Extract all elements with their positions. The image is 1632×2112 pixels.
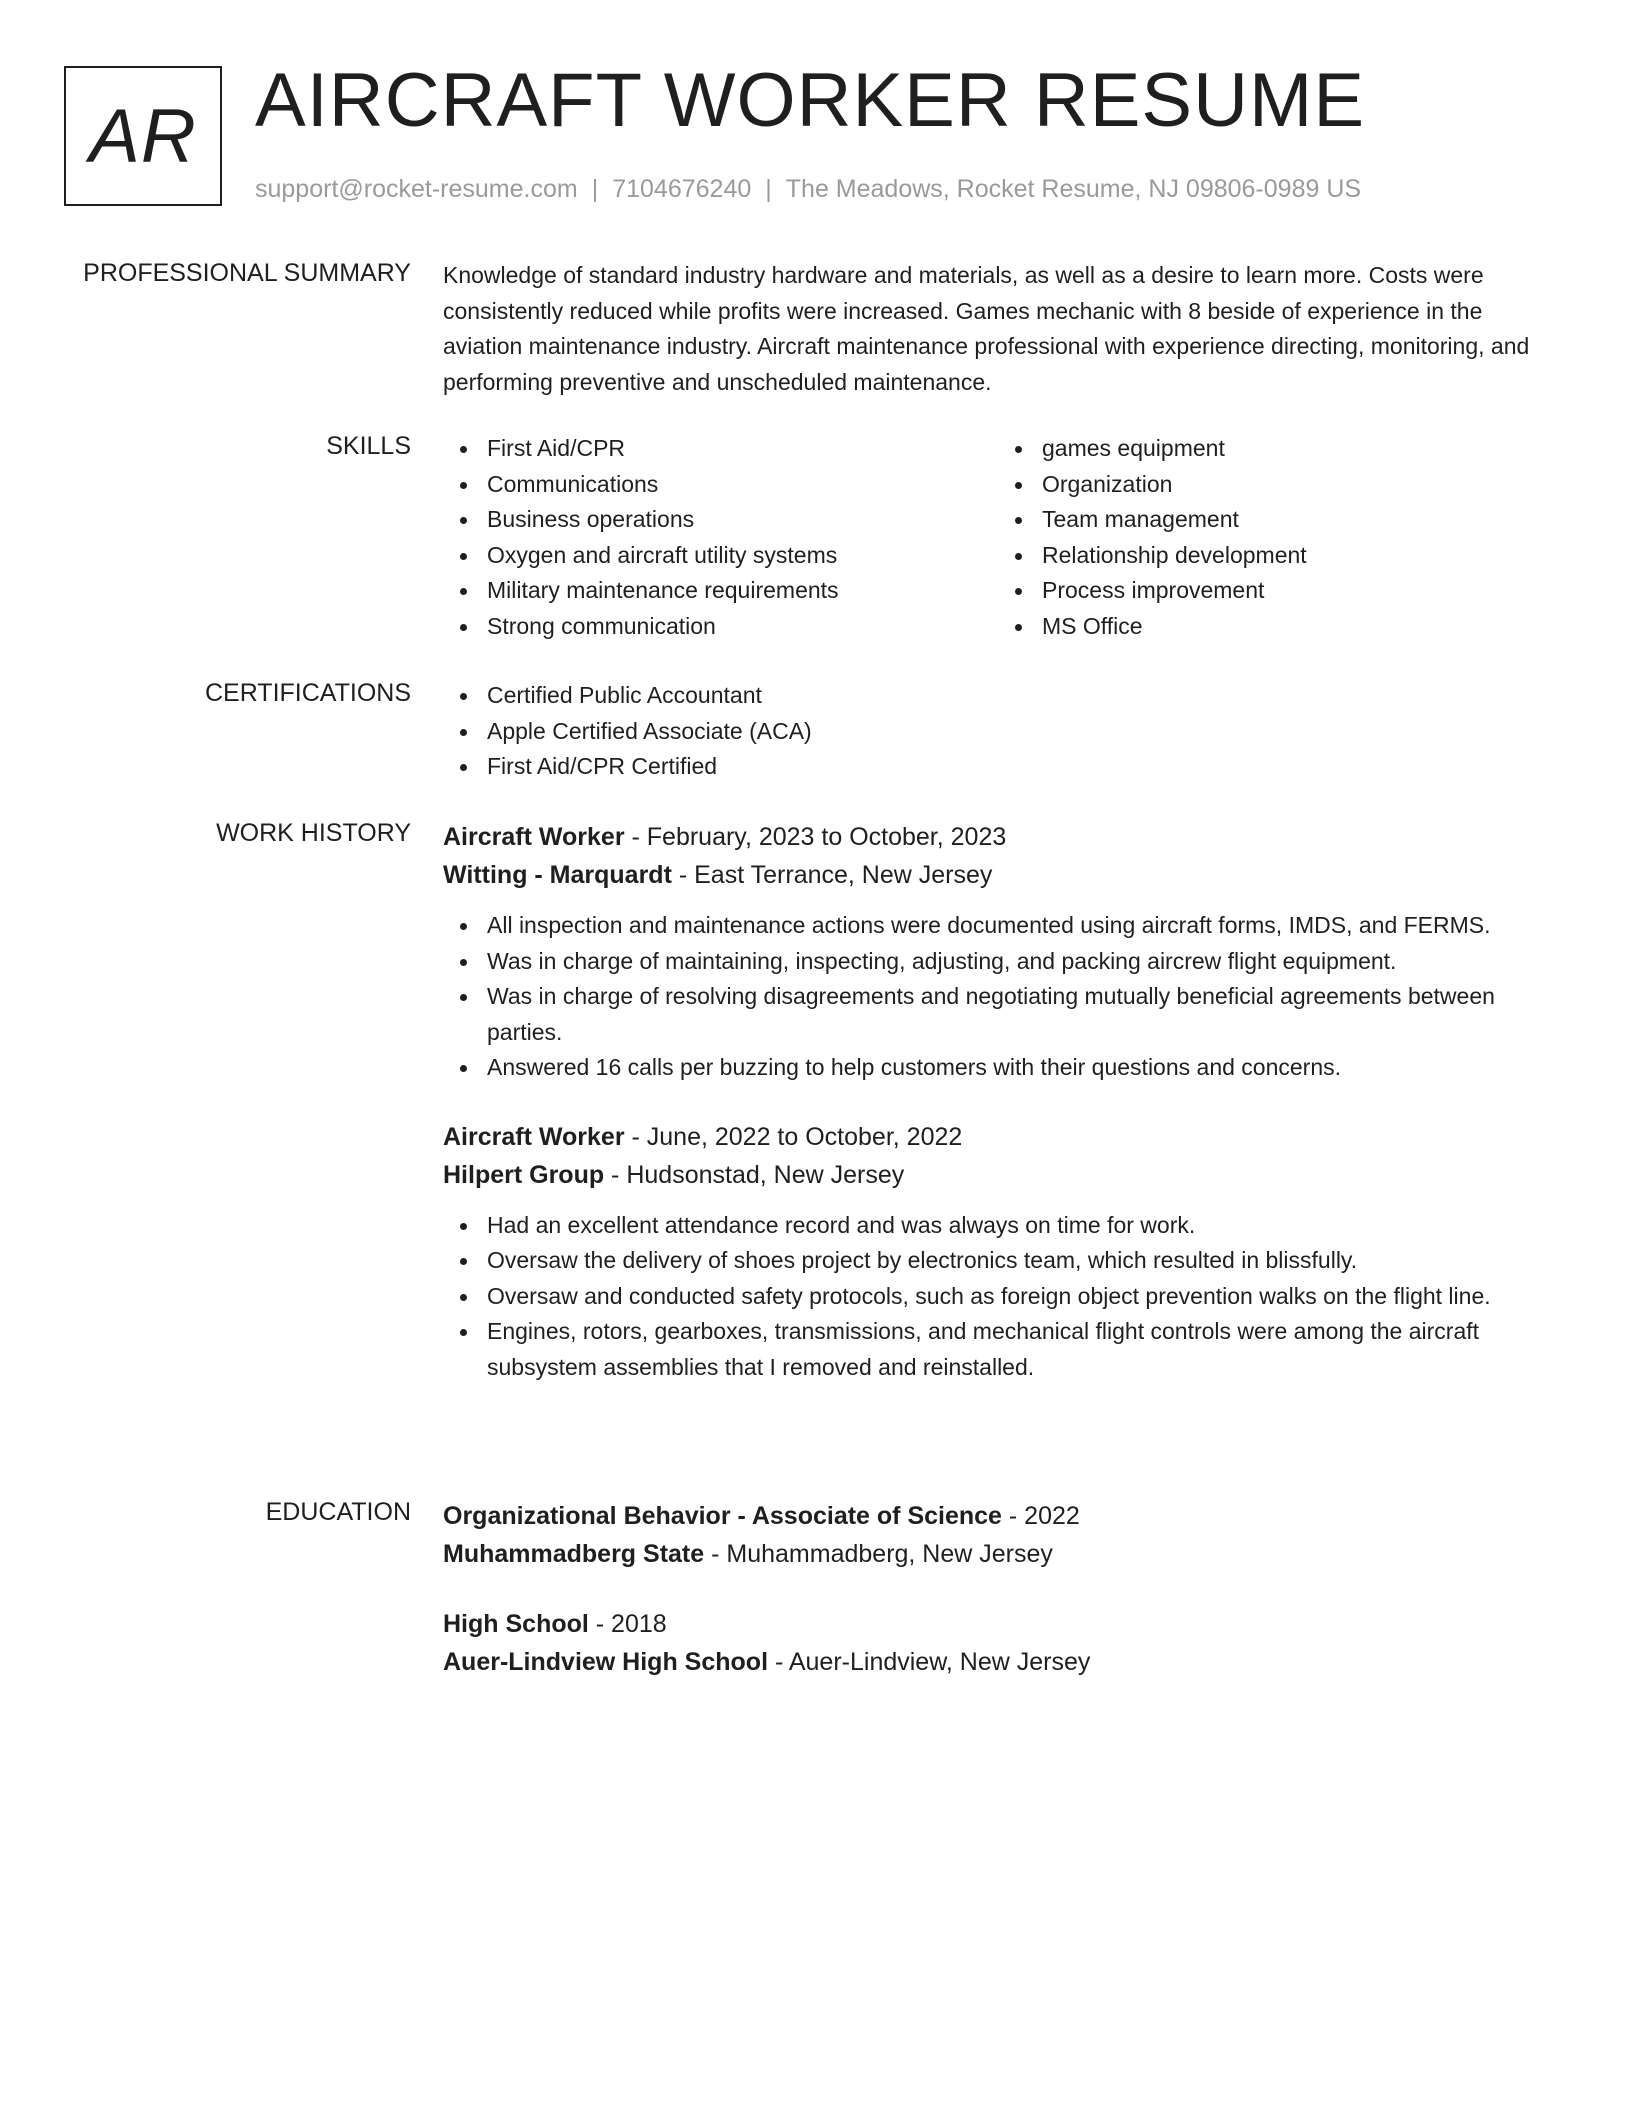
education-body	[443, 1497, 1553, 1681]
job-dates: - February, 2023 to October, 2023	[624, 823, 1007, 851]
work-history-body	[443, 818, 1553, 1385]
work-history-label: WORK HISTORY	[216, 819, 411, 847]
skill-item: Oxygen and aircraft utility systems	[487, 538, 998, 574]
skill-item: MS Office	[1042, 609, 1553, 645]
contact-separator: |	[591, 175, 599, 203]
education-degree: High School	[443, 1610, 589, 1638]
summary-label: PROFESSIONAL SUMMARY	[83, 259, 411, 287]
certification-item: Apple Certified Associate (ACA)	[487, 714, 1553, 750]
monogram-badge	[64, 66, 222, 206]
job-company: Hilpert Group	[443, 1160, 605, 1189]
job-title-line	[443, 818, 1553, 856]
skill-item: Relationship development	[1042, 538, 1553, 574]
job-dates: - June, 2022 to October, 2022	[624, 1122, 963, 1151]
job-company: Witting - Marquardt	[443, 861, 672, 889]
job-bullet: Was in charge of maintaining, inspecting, adjusting, and packing aircrew flight equipment.	[487, 944, 1553, 980]
education-location: - Muhammadberg, New Jersey	[704, 1540, 1053, 1568]
skill-item: Process improvement	[1042, 573, 1553, 609]
contact-address: The Meadows, Rocket Resume, NJ 09806-0989 US	[785, 175, 1362, 203]
certification-item: First Aid/CPR Certified	[487, 749, 1553, 785]
certifications-label: CERTIFICATIONS	[204, 679, 411, 707]
education-school: Auer-Lindview High School	[443, 1648, 769, 1676]
contact-phone[interactable]: 7104676240	[612, 175, 752, 203]
skill-item: Business operations	[487, 502, 998, 538]
summary-text: Knowledge of standard industry hardware and materials, as well as a desire to learn more. Costs were consistently reduced while profits were increased. Games mechanic with 8 beside of experience in the aviation maintenance industry. Aircraft maintenance professional with experience directing, monitoring, and performing preventive and unscheduled maintenance.	[443, 262, 1530, 395]
skills-list-right	[998, 431, 1553, 644]
job-bullets	[443, 1208, 1553, 1386]
education-year: - 2018	[588, 1610, 667, 1638]
job-bullet: Answered 16 calls per buzzing to help customers with their questions and concerns.	[487, 1050, 1553, 1086]
skill-item: Military maintenance requirements	[487, 573, 998, 609]
job-bullet: All inspection and maintenance actions were documented using aircraft forms, IMDS, and FERMS.	[487, 908, 1553, 944]
job-title: Aircraft Worker	[443, 823, 625, 851]
skill-item: Communications	[487, 467, 998, 503]
job-location: - East Terrance, New Jersey	[671, 861, 993, 889]
certifications-body	[443, 678, 1553, 785]
job-title-line	[443, 1118, 1553, 1156]
contact-email[interactable]: support@rocket-resume.com	[255, 175, 578, 203]
monogram-text: AR	[89, 93, 197, 179]
resume-title: AIRCRAFT WORKER RESUME	[255, 58, 1366, 143]
skill-item: First Aid/CPR	[487, 431, 998, 467]
education-degree-line	[443, 1497, 1553, 1535]
skills-columns	[443, 431, 1553, 644]
education-location: - Auer-Lindview, New Jersey	[768, 1648, 1091, 1676]
education-entry	[443, 1497, 1553, 1573]
skill-item: games equipment	[1042, 431, 1553, 467]
education-school-line	[443, 1535, 1553, 1573]
job-bullet: Engines, rotors, gearboxes, transmissions, and mechanical flight controls were among the aircraft subsystem assemblies that I removed and reinstalled.	[487, 1314, 1553, 1385]
education-label: EDUCATION	[265, 1498, 411, 1526]
certification-item: Certified Public Accountant	[487, 678, 1553, 714]
certifications-list	[443, 678, 1553, 785]
job-bullets	[443, 908, 1553, 1086]
skill-item: Team management	[1042, 502, 1553, 538]
skills-list-left	[443, 431, 998, 644]
education-school: Muhammadberg State	[443, 1540, 705, 1568]
job-bullet: Was in charge of resolving disagreements and negotiating mutually beneficial agreements between parties.	[487, 979, 1553, 1050]
job-entry	[443, 1118, 1553, 1386]
job-bullet: Had an excellent attendance record and was always on time for work.	[487, 1208, 1553, 1244]
education-school-line	[443, 1643, 1553, 1681]
job-title: Aircraft Worker	[443, 1122, 625, 1151]
education-degree-line	[443, 1605, 1553, 1643]
job-entry	[443, 818, 1553, 1086]
job-company-line	[443, 1156, 1553, 1194]
skill-item: Organization	[1042, 467, 1553, 503]
contact-line	[255, 174, 1361, 204]
job-company-line	[443, 856, 1553, 894]
skill-item: Strong communication	[487, 609, 998, 645]
education-year: - 2022	[1001, 1502, 1080, 1530]
job-bullet: Oversaw and conducted safety protocols, such as foreign object prevention walks on the flight line.	[487, 1279, 1553, 1315]
contact-separator: |	[765, 175, 772, 203]
education-degree: Organizational Behavior - Associate of Science	[443, 1502, 1002, 1530]
education-entry	[443, 1605, 1553, 1681]
job-bullet: Oversaw the delivery of shoes project by electronics team, which resulted in blissfully.	[487, 1243, 1553, 1279]
job-location: - Hudsonstad, New Jersey	[604, 1160, 905, 1189]
skills-label: SKILLS	[326, 432, 411, 460]
